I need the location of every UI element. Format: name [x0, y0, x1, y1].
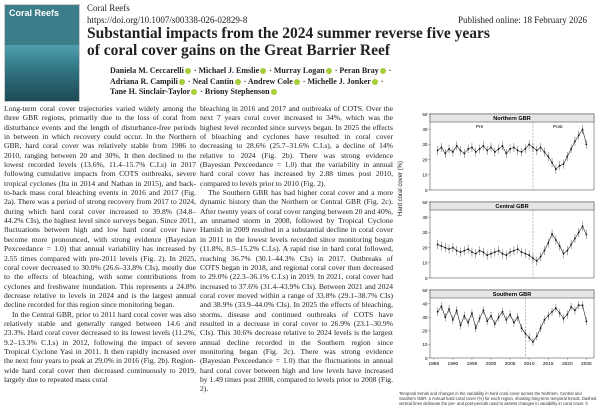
data-point [448, 148, 450, 150]
y-tick-label: 40 [422, 127, 428, 132]
author-name[interactable]: Murray Logan [273, 66, 325, 75]
data-point [521, 251, 523, 253]
data-point [482, 251, 484, 253]
data-point [570, 244, 572, 246]
paragraph-central: In the Central GBR, prior to 2011 hard coral cover was also relatively stable and generally ranged between 14.6 and 23.3%. Hard coral cover decreased to its lowest levels (11.2%, 9.2–13.3% C.I.s) in 2012, following the impact of severe Tropical Cyclone Yasi in 2011. It then rapidly increased over the next four years to peak at 29.0% in 2016 (Fig. 2b). Region-wide hard coral cover then decreased continuously to 2019, largely due to repeated mass coral [4, 309, 196, 384]
author-name[interactable]: Peran Bray [339, 66, 379, 75]
data-point [482, 310, 484, 312]
data-point [563, 253, 565, 255]
x-tick-label: 2025 [581, 362, 592, 367]
y-tick-label: 10 [422, 342, 428, 348]
data-point [578, 232, 580, 234]
data-point [555, 239, 557, 241]
data-point [505, 153, 507, 155]
data-point [448, 308, 450, 310]
chart-southern-gbr[interactable] [416, 286, 598, 370]
orcid-icon[interactable] [271, 89, 277, 95]
data-point [482, 145, 484, 147]
y-tick-label: 0 [424, 275, 428, 281]
data-point [505, 319, 507, 321]
data-point [536, 150, 538, 152]
y-tick-label: 30 [422, 315, 428, 320]
data-point [563, 163, 565, 165]
data-point [494, 251, 496, 253]
data-point [437, 150, 439, 152]
data-point [544, 319, 546, 321]
data-point [479, 250, 481, 252]
y-tick-label: 30 [422, 142, 428, 148]
data-point [467, 322, 469, 324]
data-point [555, 168, 557, 170]
doi-link[interactable]: https://doi.org/10.1007/s00338-026-02829-8 [87, 15, 248, 25]
data-point [544, 151, 546, 153]
data-point [528, 254, 530, 256]
y-tick-label: 0 [424, 355, 428, 361]
data-point [574, 238, 576, 240]
data-point [463, 250, 465, 252]
y-tick-label: 50 [422, 287, 428, 293]
data-point [475, 253, 477, 255]
data-point [536, 260, 538, 262]
data-point [566, 250, 568, 252]
y-tick-label: 40 [422, 215, 428, 220]
article-title [87, 25, 597, 59]
period-label-pre: Pre [475, 125, 484, 130]
data-point [540, 327, 542, 329]
data-point [444, 316, 446, 318]
data-point [456, 145, 458, 147]
journal-cover-image[interactable] [4, 4, 80, 102]
data-point [460, 251, 462, 253]
data-point [532, 257, 534, 259]
data-point [524, 148, 526, 150]
chart-northern-gbr[interactable] [416, 110, 598, 194]
data-point [502, 311, 504, 313]
data-point [471, 312, 473, 314]
data-point [467, 248, 469, 250]
author-list: Daniela M. Ceccarelli · Michael J. Emslie · Murray Logan · Peran Bray · Adriana R. Campili · Neal Cantin · Andrew Cole · Michelle J. Jonker · Tane H. Sinclair-Taylor · Briony Stephenson [110, 66, 392, 96]
data-point [486, 320, 488, 322]
data-point [490, 147, 492, 149]
data-point [471, 147, 473, 149]
data-point [559, 245, 561, 247]
author-name[interactable]: Michelle J. Jonker [307, 76, 371, 86]
y-tick-label: 50 [422, 111, 428, 117]
data-point [566, 314, 568, 316]
data-point [585, 234, 587, 236]
data-point [441, 245, 443, 247]
data-point [441, 147, 443, 149]
data-point [532, 341, 534, 343]
journal-name[interactable]: Coral Reefs [87, 3, 130, 13]
data-point [566, 156, 568, 158]
data-point [521, 151, 523, 153]
y-tick-label: 10 [422, 260, 428, 266]
data-point [494, 151, 496, 153]
data-point [513, 250, 515, 252]
author-name[interactable]: Tane H. Sinclair-Taylor [110, 87, 191, 96]
data-point [498, 148, 500, 150]
data-point [574, 140, 576, 142]
data-point [582, 304, 584, 306]
body-column-right [200, 104, 393, 394]
orcid-icon[interactable] [294, 79, 300, 85]
data-point [479, 318, 481, 320]
y-tick-label: 30 [422, 230, 428, 236]
data-point [517, 150, 519, 152]
author-name[interactable]: Briony Stephenson [204, 87, 270, 96]
data-point [570, 148, 572, 150]
data-point [452, 319, 454, 321]
orcid-icon[interactable] [326, 68, 332, 74]
x-tick-label: 1995 [466, 362, 478, 367]
data-point [521, 327, 523, 329]
paragraph-northern: Long-term coral cover trajectories varied widely among the three GBR regions, primarily due to the loss of coral from disturbance events and the length of disturbance-free periods in between in which recovery could occur. In the Northern GBR, hard coral cover was relatively stable from 1986 to 2010, ranging between 20 and 30%. It then declined to the lowest recorded levels (13.6%, 11.4–15.7% C.I.s) in 2017 following cumulative impacts from COTS outbreaks, severe tropical cyclones (Ita in 2014 and Nathan in 2015), and back-to-back mass coral bleaching events in 2016 and 2017 (Fig. 2a). There was a period of strong recovery from 2017 to 2024, during which hard coral cover increased to 39.8% (34.8–44.2% CIs), the highest level since surveys began. Since 2011, fluctuations between high and low hard coral cover have become more pronounced, with strong evidence (Bayesian Pexceedance = 1.0) that annual variability has increased by 2.55 times compared with pre-2011 levels (Fig. 2). In 2025, coral cover decreased to 30.0% (26.6–33.8% CIs), mostly due to the effects of bleaching, with some contributions from cyclones and freshwater inundation. This represents a 24.8% decrease relative to levels in 2024 and is the largest annual decline recorded for this region since monitoring began. [4, 104, 196, 310]
figure-caption: Temporal trends and changes in the variability in hard coral cover across the Northern, Central and Southern GBR. a Annual hard coral cover (%) for each region, showing long-term temporal trends. Dashed vertical lines delineate the pre- and post-periods used to assess changes in variability in coral cover. b [399, 391, 597, 406]
data-point [544, 250, 546, 252]
plot-frame [430, 290, 594, 358]
data-point [475, 327, 477, 329]
data-point [456, 250, 458, 252]
y-tick-label: 20 [422, 157, 428, 163]
data-point [490, 315, 492, 317]
author-name[interactable]: Daniela M. Ceccarelli [110, 66, 184, 75]
orcid-icon[interactable] [260, 68, 266, 74]
data-point [452, 247, 454, 249]
data-point [524, 333, 526, 335]
orcid-icon[interactable] [380, 68, 386, 74]
y-axis-label: Hard coral cover (%) [398, 160, 404, 216]
y-tick-label: 40 [422, 301, 428, 307]
data-point [555, 307, 557, 309]
x-tick-label: 2020 [561, 362, 573, 367]
data-point [444, 247, 446, 249]
data-point [505, 254, 507, 256]
data-point [509, 148, 511, 150]
data-point [452, 151, 454, 153]
data-point [540, 147, 542, 149]
author-name[interactable]: Neal Cantin [192, 76, 234, 86]
cover-title: Coral Reefs [9, 8, 60, 18]
data-point [547, 242, 549, 244]
y-tick-label: 20 [422, 328, 428, 334]
data-point [551, 311, 553, 313]
body-column-left [4, 104, 196, 384]
data-point [498, 250, 500, 252]
data-point [528, 144, 530, 146]
y-tick-label: 20 [422, 245, 428, 251]
data-point [524, 253, 526, 255]
panel-title: Central GBR [495, 204, 529, 211]
chart-central-gbr[interactable] [416, 198, 598, 282]
x-tick-label: 1985 [428, 362, 440, 367]
title-line-2: of coral cover gains on the Great Barrier Reef [87, 42, 391, 59]
cover-artwork [5, 45, 79, 101]
x-tick-label: 2005 [504, 362, 516, 367]
orcid-icon[interactable] [179, 79, 185, 85]
data-point [444, 153, 446, 155]
data-point [559, 165, 561, 167]
data-point [502, 253, 504, 255]
data-point [513, 147, 515, 149]
author-name[interactable]: Michael J. Emslie [198, 66, 260, 75]
data-point [536, 335, 538, 337]
x-tick-label: 2000 [485, 362, 497, 367]
data-point [460, 324, 462, 326]
data-point [437, 311, 439, 313]
author-name[interactable]: Andrew Cole [247, 76, 293, 86]
data-point [513, 322, 515, 324]
orcid-icon[interactable] [191, 89, 197, 95]
data-point [471, 251, 473, 253]
panel-title: Northern GBR [493, 116, 531, 123]
orcid-icon[interactable] [185, 68, 191, 74]
data-point [528, 337, 530, 339]
plot-frame [430, 202, 594, 278]
title-line-1: Substantial impacts from the 2024 summer reverse five years [87, 25, 490, 42]
data-point [502, 145, 504, 147]
data-point [578, 304, 580, 306]
y-tick-label: 10 [422, 172, 428, 178]
data-point [547, 156, 549, 158]
data-point [559, 312, 561, 314]
data-point [498, 316, 500, 318]
data-point [551, 233, 553, 235]
data-point [441, 305, 443, 307]
data-point [509, 314, 511, 316]
data-point [551, 162, 553, 164]
y-tick-label: 0 [424, 187, 428, 193]
data-point [490, 253, 492, 255]
data-point [463, 153, 465, 155]
data-point [582, 129, 584, 131]
data-point [456, 310, 458, 312]
data-point [532, 147, 534, 149]
x-tick-label: 2015 [542, 362, 554, 367]
orcid-icon[interactable] [235, 79, 241, 85]
data-point [494, 323, 496, 325]
published-date: Published online: 18 February 2026 [458, 15, 587, 25]
author-name[interactable]: Adriana R. Campili [110, 76, 178, 86]
data-point [582, 225, 584, 227]
x-tick-label: 2010 [523, 362, 535, 367]
data-point [563, 318, 565, 320]
data-point [509, 251, 511, 253]
data-point [463, 315, 465, 317]
data-point [479, 148, 481, 150]
data-point [448, 248, 450, 250]
data-point [517, 248, 519, 250]
data-point [437, 244, 439, 246]
data-point [460, 150, 462, 152]
data-point [517, 316, 519, 318]
y-tick-label: 50 [422, 199, 428, 205]
paragraph-southern: The Southern GBR has had higher coral cover and a more dynamic history than the Northern or Central GBR (Fig. 2c). After twenty years of coral cover ranging between 20 and 40%, an unnamed storm in 2008, followed by Tropical Cyclone Hamish in 2009 resulted in a substantial decline in coral cover in 2011 to the lowest levels recorded since monitoring began (11.8%, 8.5–15.2% C.I.s). A rapid rise in hard coral followed, reaching 36.7% (30.1–44.3% CIs) in 2017. Outbreaks of COTS began in 2018, and regional coral cover then decreased to 29.0% (22.3–36.1% C.I.s) in 2019. In 2021, coral cover had increased to 37.6% (31.4–43.9% CIs). Between 2021 and 2024 coral cover moved within a range of 33.8% (29.1–38.7% CIs) and 38.9% (33.9–44.0% CIs). In 2025 the effects of bleaching, storms, disease and continued outbreaks of COTS have resulted in a decrease in coral cover to 26.9% (23.1–30.9% CIs). This 30.6% decrease relative to 2024 levels is the largest annual decline recorded in the Southern region since monitoring began (Fig. 2c). There was strong evidence (Bayesian Pexceedance = 1.0) that the fluctuations in annual hard coral cover between high and low levels have increased by 1.49 times post 2008, compared to levels prior to 2008 (Fig. 2). [200, 188, 393, 394]
orcid-icon[interactable] [372, 79, 378, 85]
data-point [585, 321, 587, 323]
period-label-post: Post [552, 125, 563, 130]
data-point [547, 315, 549, 317]
data-point [475, 151, 477, 153]
paragraph-central-cont: bleaching in 2016 and 2017 and outbreaks of COTS. Over the next 7 years coral cover increased to 34%, which was the highest level recorded since surveys began. In 2025 the effects of bleaching and cyclones have resulted in coral cover decreasing to 28.6% (25.7–31.6% C.I.s), a decline of 14% relative to 2024 (Fig. 2b). There was strong evidence (Bayesian Pexceedance = 1.0) that the variability in annual hard coral cover has increased by 2.88 times post 2010, compared to levels prior to 2010 (Fig. 2). [200, 104, 393, 188]
data-point [578, 134, 580, 136]
data-point [486, 254, 488, 256]
data-point [486, 150, 488, 152]
data-point [467, 148, 469, 150]
data-point [574, 310, 576, 312]
data-point [585, 144, 587, 146]
panel-title: Southern GBR [492, 292, 532, 299]
x-tick-label: 1990 [447, 362, 459, 367]
data-point [570, 306, 572, 308]
data-point [540, 256, 542, 258]
